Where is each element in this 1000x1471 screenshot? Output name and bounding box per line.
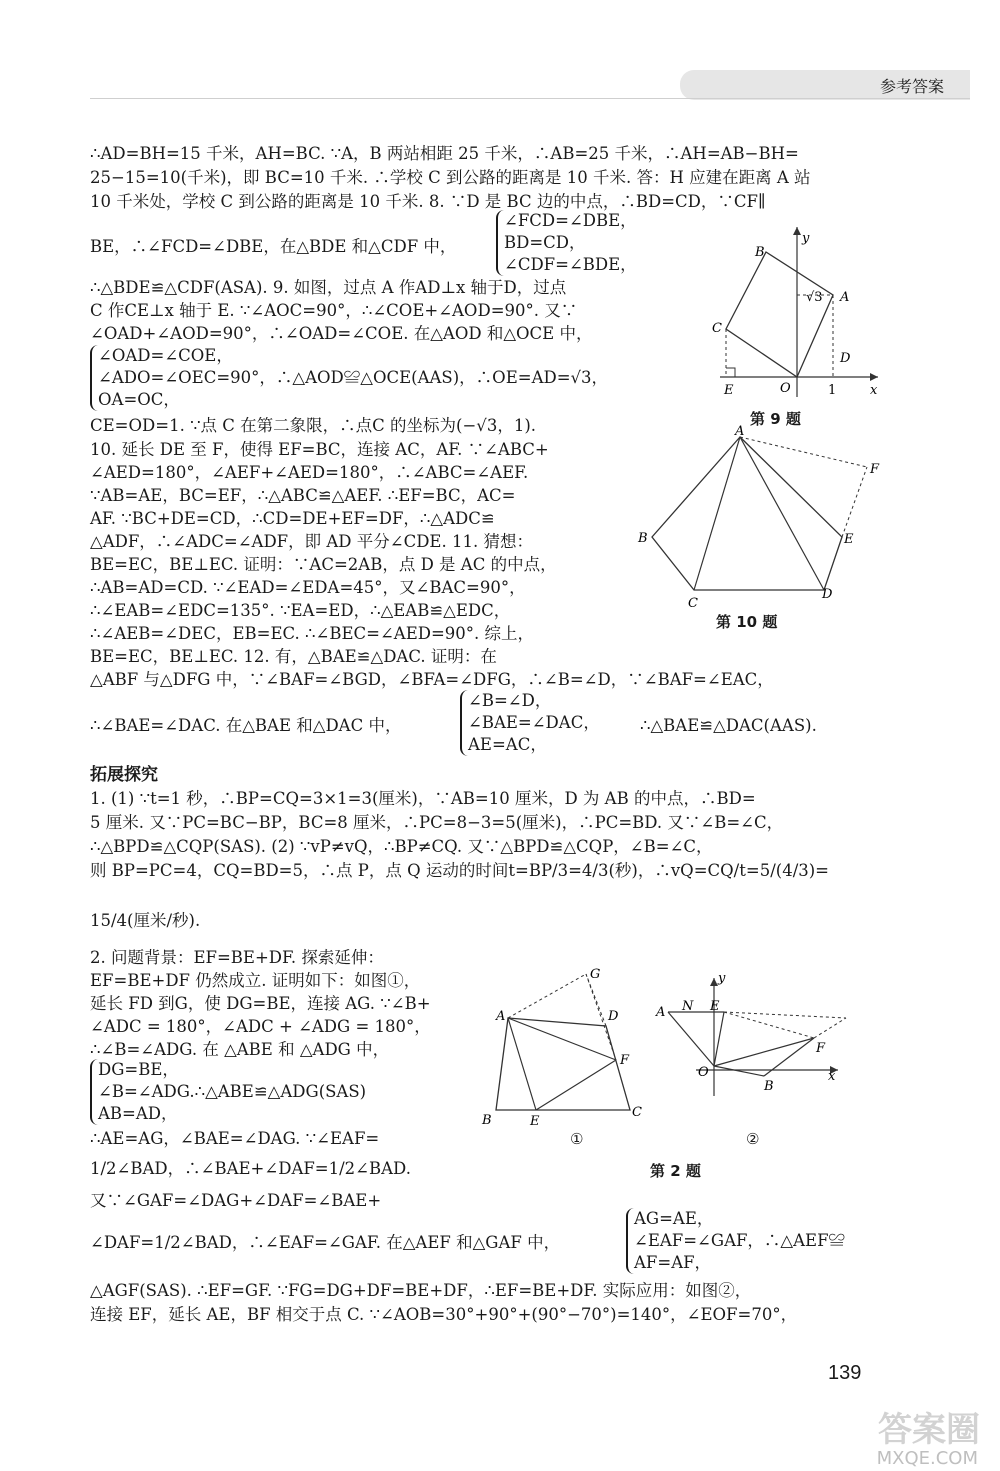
text-line: 2. 问题背景：EF=BE+DF. 探索延伸：: [90, 948, 384, 967]
text-line: AF. ∵BC+DE=CD，∴CD=DE+EF=DF，∴△ADC≌: [90, 509, 495, 528]
caption-fig9: 第 9 题: [750, 410, 801, 428]
caption-fig2: 第 2 题: [650, 1162, 701, 1180]
label-f: F: [620, 1053, 630, 1068]
text-line: CE=OD=1. ∵点 C 在第二象限，∴点C 的坐标为(−√3，1).: [90, 416, 536, 435]
ae-line: [508, 1018, 536, 1110]
text-line: 则 BP=PC=4，CQ=BD=5，∴点 P，点 Q 运动的时间t=BP/3=4/3(秒)，∴vQ=CQ/t=5/(4/3)=: [90, 861, 830, 880]
equation-system-2b: [626, 1208, 845, 1274]
section-title: 拓展探究: [90, 765, 158, 785]
label-1: 1: [828, 383, 837, 398]
ao-line: [668, 1012, 714, 1066]
label-n: N: [682, 999, 694, 1014]
label-a: A: [496, 1009, 506, 1024]
sys-line: ∠ADO=∠OEC=90°，∴△AOD≌△OCE(AAS)，∴OE=AD=√3，: [98, 368, 609, 387]
label-x: x: [870, 383, 878, 398]
figure-2-1: [478, 960, 648, 1130]
page-number: 139: [828, 1362, 862, 1384]
sys-line: AE=AC，: [468, 735, 547, 754]
figure-2-2: [648, 968, 848, 1098]
text-line: △ADF，∴∠ADC=∠ADF，即 AD 平分∠CDE. 11. 猜想：: [90, 532, 533, 551]
ad-line: [740, 437, 824, 590]
sys-line: ∠BAE=∠DAC，: [468, 713, 600, 732]
label-e: E: [724, 383, 734, 398]
text-line: 15/4(厘米/秒).: [90, 911, 201, 930]
sys-line: ∠B=∠D，: [468, 691, 552, 710]
text-line: 25−15=10(千米)，即 BC=10 千米. ∴学校 C 到公路的距离是 10 千米. 答：H 应建在距离 A 站: [90, 168, 811, 187]
label-c: C: [688, 596, 698, 610]
label-a: A: [840, 290, 850, 305]
label-d: D: [822, 587, 833, 602]
sys-line: ∠B=∠ADG.∴△ABE≌△ADG(SAS): [98, 1082, 367, 1101]
text-line: ∴∠AEB=∠DEC，EB=EC. ∴∠BEC=∠AED=90°. 综上，: [90, 624, 535, 643]
text-line: △AGF(SAS). ∴EF=GF. ∵FG=DG+DF=BE+DF，∴EF=BE+DF. 实际应用：如图②，: [90, 1281, 752, 1300]
label-c: C: [712, 321, 722, 336]
text-line: ∠ADC = 180°，∠ADC + ∠ADG = 180°，: [90, 1017, 431, 1036]
label-e: E: [530, 1114, 540, 1129]
text-line: BE=EC，BE⊥EC. 证明：∵AC=2AB，点 D 是 AC 的中点，: [90, 555, 557, 574]
label-a: A: [735, 425, 745, 439]
text-line: ∴AB=AD=CD. ∵∠EAD=∠EDA=45°，又∠BAC=90°，: [90, 578, 526, 597]
text-line: 10 千米处，学校 C 到公路的距离是 10 千米. 8. ∵D 是 BC 边的中点，∴BD=CD，∵CF∥: [90, 192, 766, 211]
label-a: A: [656, 1005, 666, 1020]
text-line: 连接 EF，延长 AE，BF 相交于点 C. ∵∠AOB=30°+90°+(90°−70°)=140°，∠EOF=70°，: [90, 1305, 798, 1324]
text-line: EF=BE+DF 仍然成立. 证明如下：如图①，: [90, 971, 421, 990]
caption-fig10: 第 10 题: [716, 613, 778, 631]
label-o: O: [698, 1065, 709, 1080]
text-line: BE，∴∠FCD=∠DBE，在△BDE 和△CDF 中，: [90, 237, 457, 256]
label-b: B: [764, 1079, 774, 1094]
watermark-url: MXQE.COM: [876, 1448, 978, 1469]
label-x: x: [828, 1069, 836, 1084]
sys-line: OA=OC，: [98, 390, 180, 409]
label-sqrt3: √3: [806, 290, 823, 305]
text-line: 1/2∠BAD，∴∠BAE+∠DAF=1/2∠BAD.: [90, 1159, 411, 1178]
text-line: ∴AE=AG，∠BAE=∠DAG. ∵∠EAF=: [90, 1129, 380, 1148]
header-tab: [680, 70, 970, 100]
equation-system-12: [460, 690, 600, 756]
figure-10: [632, 425, 882, 610]
oe-line: [714, 1012, 724, 1066]
text-line: ∴∠BAE=∠DAC. 在△BAE 和△DAC 中，: [90, 716, 402, 735]
text-line: C 作CE⊥x 轴于 E. ∵∠AOC=90°，∴∠COE+∠AOD=90°. 又∵: [90, 301, 578, 320]
sys-line: BD=CD，: [504, 233, 586, 252]
sys-line: DG=BE，: [98, 1060, 179, 1079]
text-line: 1. (1) ∵t=1 秒，∴BP=CQ=3×1=3(厘米)，∵AB=10 厘米，D 为 AB 的中点，∴BD=: [90, 789, 756, 808]
label-y: y: [802, 231, 810, 246]
y-axis-arrow: [710, 978, 718, 986]
text-line: 10. 延长 DE 至 F，使得 EF=BC，连接 AC，AF. ∵∠ABC+: [90, 440, 549, 459]
label-b: B: [755, 245, 765, 260]
label-b: B: [482, 1113, 492, 1128]
caption-sub2: ②: [746, 1130, 760, 1148]
equation-system-8: [496, 210, 637, 276]
equation-system-9: [90, 345, 608, 411]
ag-dashed: [508, 974, 586, 1018]
ef-dashed: [842, 467, 867, 537]
label-o: O: [780, 381, 791, 396]
label-f: F: [870, 462, 880, 477]
y-axis-arrow: [793, 227, 801, 235]
label-c: C: [632, 1105, 642, 1120]
label-b: B: [638, 531, 648, 546]
text-line: ∴∠EAB=∠EDC=135°. ∵EA=ED，∴△EAB≌△EDC，: [90, 601, 511, 620]
sys-line: ∠FCD=∠DBE，: [504, 211, 637, 230]
ob-line: [714, 1066, 764, 1076]
text-line: △ABF 与△DFG 中，∵∠BAF=∠BGD，∠BFA=∠DFG，∴∠B=∠D，∵∠BAF=∠EAC，: [90, 670, 774, 689]
right-angle-mark: [726, 368, 735, 377]
sys-line: AB=AD，: [98, 1104, 178, 1123]
label-d: D: [608, 1009, 619, 1024]
pentagon: [652, 437, 842, 590]
text-line: ∴△BAE≌△DAC(AAS).: [640, 716, 817, 735]
label-e: E: [844, 532, 854, 547]
of-line: [714, 1038, 814, 1066]
watermark-logo: 答案圈: [878, 1410, 980, 1450]
text-line: ∠DAF=1/2∠BAD，∴∠EAF=∠GAF. 在△AEF 和△GAF 中，: [90, 1233, 561, 1252]
text-line: ∵AB=AE，BC=EF，∴△ABC≌△AEF. ∴EF=BC，AC=: [90, 486, 516, 505]
af-line: [508, 1018, 616, 1060]
label-d: D: [840, 351, 851, 366]
ac-line: [694, 437, 740, 590]
text-line: ∴△BPD≌△CQP(SAS). (2) ∵vP≠vQ，∴BP≠CQ. 又∵△BPD≌△CQP，∠B=∠C，: [90, 837, 713, 856]
sys-line: AG=AE，: [634, 1209, 714, 1228]
text-line: ∴∠B=∠ADG. 在 △ABE 和 △ADG 中，: [90, 1040, 390, 1059]
text-line: 延长 FD 到G，使 DG=BE，连接 AG. ∵∠B+: [90, 994, 431, 1013]
header-title: 参考答案: [879, 77, 944, 96]
figure-9: [700, 222, 885, 412]
x-axis-arrow: [870, 373, 878, 381]
fc-dashed: [814, 1018, 846, 1038]
af-dashed: [740, 437, 867, 467]
ef-line: [536, 1060, 616, 1110]
text-line: ∴△BDE≌△CDF(ASA). 9. 如图，过点 A 作AD⊥x 轴于D，过点: [90, 278, 567, 297]
ef-dashed: [724, 1012, 814, 1038]
text-line: ∠AED=180°，∠AEF+∠AED=180°，∴∠ABC=∠AEF.: [90, 463, 529, 482]
sys-line: ∠EAF=∠GAF，∴△AEF≌: [634, 1231, 846, 1250]
text-line: 5 厘米. 又∵PC=BC−BP，BC=8 厘米，∴PC=8−3=5(厘米)，∴PC=BD. 又∵∠B=∠C，: [90, 813, 784, 832]
text-line: ∴AD=BH=15 千米，AH=BC. ∵A，B 两站相距 25 千米，∴AB=25 千米，∴AH=AB−BH=: [90, 144, 799, 163]
equation-system-2a: [90, 1059, 366, 1125]
label-y: y: [718, 971, 726, 986]
label-e: E: [710, 999, 720, 1014]
square-oabc: [726, 252, 833, 377]
sys-line: ∠CDF=∠BDE，: [504, 255, 637, 274]
text-line: BE=EC，BE⊥EC. 12. 有，△BAE≌△DAC. 证明：在: [90, 647, 497, 666]
label-f: F: [816, 1041, 826, 1056]
sys-line: ∠OAD=∠COE，: [98, 346, 233, 365]
text-line: ∠OAD+∠AOD=90°，∴∠OAD=∠COE. 在△AOD 和△OCE 中，: [90, 324, 593, 343]
sys-line: AF=AF，: [634, 1253, 712, 1272]
header-rule: [90, 98, 970, 99]
caption-sub1: ①: [570, 1130, 584, 1148]
text-line: 又∵∠GAF=∠DAG+∠DAF=∠BAE+: [90, 1191, 382, 1210]
label-g: G: [590, 967, 601, 982]
